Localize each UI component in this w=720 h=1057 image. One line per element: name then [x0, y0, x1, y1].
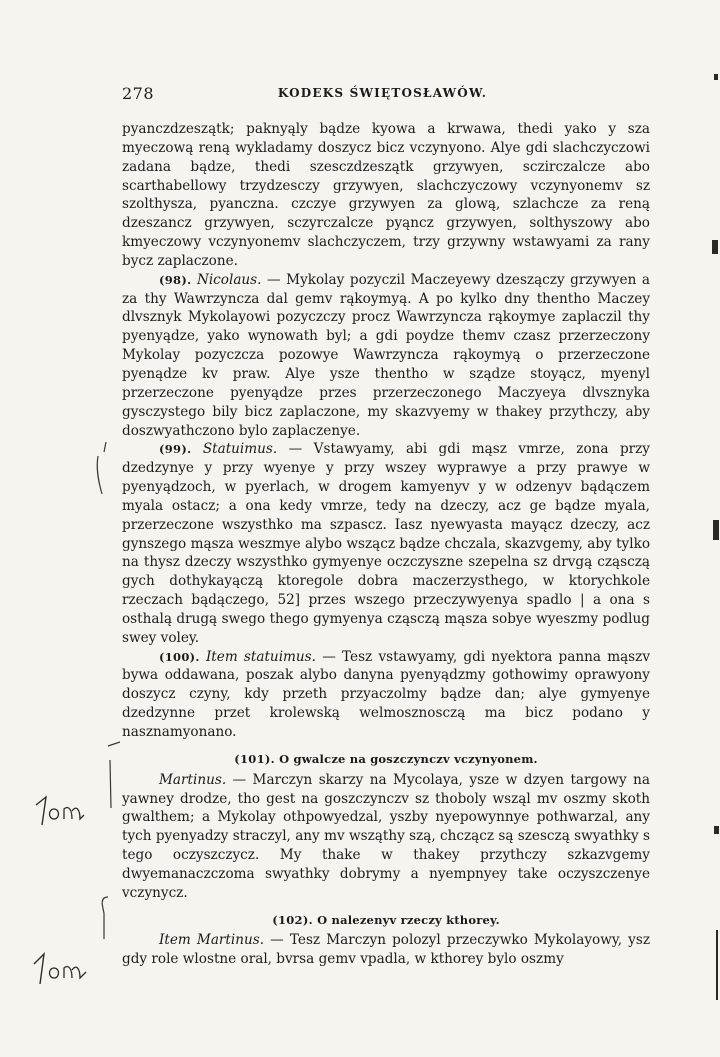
body-text [122, 120, 650, 969]
section-heading-102 [122, 911, 650, 930]
edge-mark [712, 240, 718, 254]
section-number: (101). [234, 751, 275, 766]
section-incipit: Item Martinus. [159, 932, 265, 949]
section-number: (100). [159, 649, 200, 664]
heading-text: O gwalcze na goszczynczv vczynyonem. [274, 751, 538, 766]
running-title: KODEKS ŚWIĘTOSŁAWÓW. [277, 86, 488, 100]
section-text: — Mykolay pozyczil Maczeyewy dzeszączy grzywyen a za thy Wawrzyncza dal gemv rąkoymyą. A po kylko dny thentho Maczey dlvsznyk Mykolayowi pozyczczy procz Wawrzyncza rąkoymye zaplaczil thy pyenyądze, yako wynowath byl; a gdi poydze themv czasz przerzeczony Mykolay pozyczcza pozowye Wawrzyncza rąkoymyą o przerzeczone pyenądze kv praw. Alye ysze thentho w sządze stoyącz, myenyl przerzeczone pyenyądze przes przerzeczonego Maczyeya dlvsznyka gysczystego bily bicz zaplaczone, my skazvyemy w thakey przythczy, aby doszwyathczono bylo zaplaczenye. [122, 271, 650, 439]
section-text: — Tesz Marczyn polozyl przeczywko Mykolayowy, ysz gdy role wlostne oral, bvrsa gemv vpadla, w kthorey bylo oszmy [122, 932, 650, 968]
section-number: (98). [159, 272, 192, 287]
section-incipit: Nicolaus. [196, 271, 262, 288]
section-incipit: Martinus. [159, 771, 227, 788]
edge-mark [714, 826, 719, 834]
section-text: — Marczyn skarzy na Mycolaya, ysze w dzyen targowy na yawney drodze, tho gest na goszczynczv sz thoboly wsząl mv oszmy skoth gwalthem; a Mykolay othpowyedzal, yszby nyepowynnye pothwarzal, any tych pyenyadzy straczyl, any mv wsząthy szą, chcząсz są szesczą swyathky s tego oczyszczycz. My thake w thakey przythczy szkazvgemy dwyemanaczczoma swyathky dobrymy a nyempnyey take oczyszczenye vczynycz. [122, 771, 650, 901]
section-incipit: Item statuimus. [205, 648, 316, 665]
section-101 [122, 771, 650, 903]
section-incipit: Statuimus. [202, 441, 278, 458]
page-number: 278 [122, 84, 155, 103]
section-number: (99). [159, 442, 192, 457]
section-heading-101 [122, 750, 650, 769]
margin-bracket-99 [84, 438, 114, 498]
edge-mark [713, 520, 719, 540]
section-102 [122, 931, 650, 969]
heading-text: O nalezenyv rzeczy kthorey. [312, 912, 500, 927]
section-100 [122, 648, 650, 742]
margin-bracket-101 [98, 738, 128, 818]
paragraph-continuation: pyanczdzeszątk; paknyąly bądze kyowa a krwawa, thedi yako y sza myeczową reną wykladamy doszycz bicz vczynyono. Alye gdi slachczyczowi zadana bądze, thedi szesczdzeszątk grzywyen, sczirczalcze abo scarthabellowy trzydzesczy grzywyen, slachczyczowy vczynyonemv sz szolthysza, pyanczna. czczye grzywyen za glową, szlachcze za reną dzeszancz grzywyen, sczyrczalcze pyąncz grzywyen, solthyszowy abo kmyeczowy vczynyonemv slachczyczem, trzy grzywny wstawyami za rany bycz zaplaczone. [122, 121, 650, 269]
edge-mark [716, 930, 718, 1000]
handwritten-note-2 [28, 930, 100, 990]
section-text: — Vstawyamy, abi gdi mąsz vmrze, zona przy dzedzynye y przy wyenye y przy wszey wyprawye a przy prawye w pyenyądzoch, w pyerlach, w drogem kamyenyv y w odzenyv bądączem myala ostacz; a ona kedy vmrze, tedy na dzeczy, acz ge bądze myala, przerzeczone wszysthko ma szpascz. Iasz nyewyasta mayącz dzeczy, acz gynszego mąsza weszmye alybo wszącz bądze chczala, skazvgemy, aby tylko na thysz dzeczy wszysthko gymyenye oczczyszne szepelna sz drvgą cząsczą gych dothykayączą ktoregole dobra maczerzysthego, w ktorychkole rzeczach bądączego, 52] przes wszego przeczywyenya spadlo | a ona s osthalą drugą swego thego gymyenya cząsczą mąsza sobye wyeszmy podlug swey voley. [122, 441, 650, 646]
page-header [110, 84, 655, 108]
edge-mark [714, 74, 718, 80]
section-98 [122, 271, 650, 441]
section-number: (102). [272, 912, 313, 927]
section-text: — Tesz vstawyamy, gdi nyektora panna mąszv bywa oddawana, poszak alybo danyna pyenyądzmy gothowimy oprawyony doszycz czyny, kdy przeth przyaczolmy bądze dan; alye gymyenye dzedzynne przet krolewską welmosznosczą ma bicz podano y nasznamyonano. [122, 648, 651, 740]
section-99 [122, 440, 650, 647]
handwritten-note-1 [30, 775, 100, 830]
